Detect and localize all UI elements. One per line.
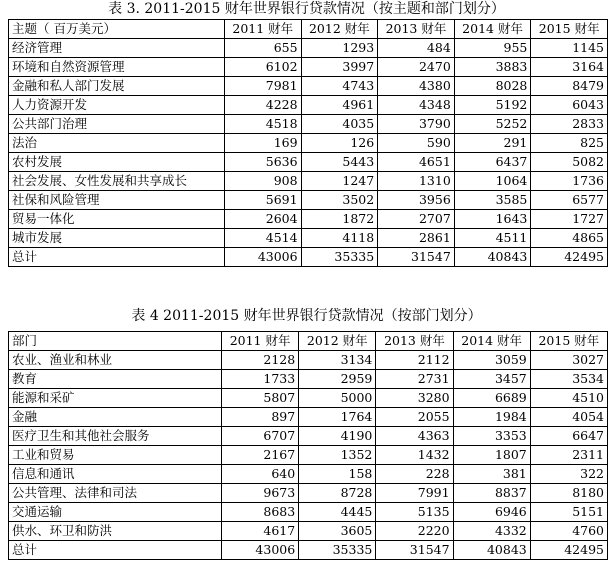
value-cell: 4510: [530, 389, 607, 408]
value-cell: 4363: [376, 427, 453, 446]
value-cell: 4617: [222, 522, 299, 541]
value-cell: 40843: [453, 541, 530, 560]
value-cell: 2167: [222, 446, 299, 465]
value-cell: 2470: [378, 58, 455, 77]
row-label: 农业、渔业和林业: [9, 351, 222, 370]
value-cell: 2707: [378, 210, 455, 229]
row-label: 农村发展: [9, 153, 225, 172]
value-cell: 4518: [225, 115, 302, 134]
column-header-year: 2014 财年: [453, 332, 530, 351]
row-label: 社会发展、女性发展和共享成长: [9, 172, 225, 191]
table-row: [9, 210, 608, 229]
value-cell: 5135: [376, 503, 453, 522]
table-row: [9, 77, 608, 96]
value-cell: 42495: [530, 541, 607, 560]
value-cell: 3502: [301, 191, 378, 210]
row-label: 医疗卫生和其他社会服务: [9, 427, 222, 446]
row-label: 经济管理: [9, 39, 225, 58]
value-cell: 4760: [530, 522, 607, 541]
value-cell: 825: [531, 134, 608, 153]
value-cell: 1064: [454, 172, 531, 191]
value-cell: 6437: [454, 153, 531, 172]
row-label: 信息和通讯: [9, 465, 222, 484]
value-cell: 4961: [301, 96, 378, 115]
value-cell: 5082: [531, 153, 608, 172]
column-header-year: 2012 财年: [301, 20, 378, 39]
value-cell: 5691: [225, 191, 302, 210]
table-row: [9, 96, 608, 115]
value-cell: 3280: [376, 389, 453, 408]
row-label: 贸易一体化: [9, 210, 225, 229]
value-cell: 3605: [299, 522, 376, 541]
table-row: [9, 484, 608, 503]
row-label: 总计: [9, 248, 225, 267]
value-cell: 4190: [299, 427, 376, 446]
value-cell: 3956: [378, 191, 455, 210]
value-cell: 4865: [531, 229, 608, 248]
value-cell: 3164: [531, 58, 608, 77]
value-cell: 4118: [301, 229, 378, 248]
table-row: [9, 191, 608, 210]
value-cell: 158: [299, 465, 376, 484]
value-cell: 1807: [453, 446, 530, 465]
column-header-year: 2015 财年: [530, 332, 607, 351]
value-cell: 8180: [530, 484, 607, 503]
value-cell: 4228: [225, 96, 302, 115]
value-cell: 126: [301, 134, 378, 153]
value-cell: 1984: [453, 408, 530, 427]
value-cell: 6647: [530, 427, 607, 446]
table-row: [9, 153, 608, 172]
value-cell: 1727: [531, 210, 608, 229]
row-label: 教育: [9, 370, 222, 389]
row-label: 环境和自然资源管理: [9, 58, 225, 77]
value-cell: 2833: [531, 115, 608, 134]
value-cell: 291: [454, 134, 531, 153]
value-cell: 897: [222, 408, 299, 427]
value-cell: 1310: [378, 172, 455, 191]
value-cell: 43006: [225, 248, 302, 267]
table-row: [9, 39, 608, 58]
row-label: 供水、环卫和防洪: [9, 522, 222, 541]
value-cell: 5000: [299, 389, 376, 408]
value-cell: 6043: [531, 96, 608, 115]
value-cell: 3883: [454, 58, 531, 77]
value-cell: 4054: [530, 408, 607, 427]
value-cell: 40843: [454, 248, 531, 267]
value-cell: 31547: [378, 248, 455, 267]
value-cell: 6707: [222, 427, 299, 446]
value-cell: 4035: [301, 115, 378, 134]
table-row: [9, 408, 608, 427]
value-cell: 640: [222, 465, 299, 484]
value-cell: 2861: [378, 229, 455, 248]
value-cell: 1733: [222, 370, 299, 389]
value-cell: 1247: [301, 172, 378, 191]
table-row: [9, 427, 608, 446]
value-cell: 6102: [225, 58, 302, 77]
value-cell: 322: [530, 465, 607, 484]
value-cell: 3134: [299, 351, 376, 370]
value-cell: 6577: [531, 191, 608, 210]
value-cell: 8479: [531, 77, 608, 96]
value-cell: 228: [376, 465, 453, 484]
value-cell: 3790: [378, 115, 455, 134]
value-cell: 3059: [453, 351, 530, 370]
row-label: 金融: [9, 408, 222, 427]
value-cell: 4651: [378, 153, 455, 172]
value-cell: 5443: [301, 153, 378, 172]
value-cell: 1764: [299, 408, 376, 427]
column-header-year: 2014 财年: [454, 20, 531, 39]
value-cell: 3534: [530, 370, 607, 389]
table-row: [9, 58, 608, 77]
row-label: 社保和风险管理: [9, 191, 225, 210]
value-cell: 8683: [222, 503, 299, 522]
value-cell: 2220: [376, 522, 453, 541]
value-cell: 5252: [454, 115, 531, 134]
table-row: [9, 172, 608, 191]
value-cell: 5192: [454, 96, 531, 115]
value-cell: 7991: [376, 484, 453, 503]
row-label: 交通运输: [9, 503, 222, 522]
value-cell: 35335: [299, 541, 376, 560]
value-cell: 6946: [453, 503, 530, 522]
table-row: [9, 503, 608, 522]
header-row: [9, 20, 608, 39]
table-row: [9, 370, 608, 389]
value-cell: 484: [378, 39, 455, 58]
value-cell: 4511: [454, 229, 531, 248]
column-header-year: 2011 财年: [222, 332, 299, 351]
value-cell: 8837: [453, 484, 530, 503]
value-cell: 908: [225, 172, 302, 191]
column-header-year: 2011 财年: [225, 20, 302, 39]
value-cell: 8728: [299, 484, 376, 503]
column-header-label: 主题（ 百万美元）: [9, 20, 225, 39]
value-cell: 5807: [222, 389, 299, 408]
value-cell: 1145: [531, 39, 608, 58]
total-row: [9, 541, 608, 560]
value-cell: 2731: [376, 370, 453, 389]
row-label: 人力资源开发: [9, 96, 225, 115]
value-cell: 4332: [453, 522, 530, 541]
table-row: [9, 465, 608, 484]
value-cell: 3997: [301, 58, 378, 77]
table4: [8, 331, 608, 560]
value-cell: 5151: [530, 503, 607, 522]
value-cell: 4348: [378, 96, 455, 115]
column-header-year: 2013 财年: [376, 332, 453, 351]
value-cell: 35335: [301, 248, 378, 267]
value-cell: 42495: [531, 248, 608, 267]
value-cell: 955: [454, 39, 531, 58]
value-cell: 2604: [225, 210, 302, 229]
table-row: [9, 389, 608, 408]
column-header-year: 2013 财年: [378, 20, 455, 39]
value-cell: 381: [453, 465, 530, 484]
value-cell: 4380: [378, 77, 455, 96]
value-cell: 4743: [301, 77, 378, 96]
value-cell: 3027: [530, 351, 607, 370]
row-label: 总计: [9, 541, 222, 560]
row-label: 金融和私人部门发展: [9, 77, 225, 96]
row-label: 公共管理、法律和司法: [9, 484, 222, 503]
value-cell: 6689: [453, 389, 530, 408]
value-cell: 2112: [376, 351, 453, 370]
value-cell: 2055: [376, 408, 453, 427]
column-header-year: 2012 财年: [299, 332, 376, 351]
table3-caption: 表 3. 2011-2015 财年世界银行贷款情况（按主题和部门划分）: [108, 1, 505, 17]
value-cell: 3585: [454, 191, 531, 210]
row-label: 工业和贸易: [9, 446, 222, 465]
value-cell: 169: [225, 134, 302, 153]
value-cell: 1872: [301, 210, 378, 229]
table3: [8, 19, 608, 267]
table-row: [9, 229, 608, 248]
value-cell: 31547: [376, 541, 453, 560]
value-cell: 655: [225, 39, 302, 58]
value-cell: 8028: [454, 77, 531, 96]
value-cell: 1352: [299, 446, 376, 465]
total-row: [9, 248, 608, 267]
table-row: [9, 134, 608, 153]
column-header-year: 2015 财年: [531, 20, 608, 39]
row-label: 公共部门治理: [9, 115, 225, 134]
table-row: [9, 351, 608, 370]
row-label: 能源和采矿: [9, 389, 222, 408]
value-cell: 4445: [299, 503, 376, 522]
table4-caption: 表 4 2011-2015 财年世界银行贷款情况（按部门划分）: [131, 308, 482, 324]
table-row: [9, 446, 608, 465]
table-row: [9, 522, 608, 541]
header-row: [9, 332, 608, 351]
table-row: [9, 115, 608, 134]
value-cell: 5636: [225, 153, 302, 172]
row-label: 城市发展: [9, 229, 225, 248]
row-label: 法治: [9, 134, 225, 153]
value-cell: 1736: [531, 172, 608, 191]
value-cell: 7981: [225, 77, 302, 96]
value-cell: 1293: [301, 39, 378, 58]
value-cell: 1643: [454, 210, 531, 229]
value-cell: 590: [378, 134, 455, 153]
value-cell: 9673: [222, 484, 299, 503]
value-cell: 3457: [453, 370, 530, 389]
column-header-label: 部门: [9, 332, 222, 351]
value-cell: 2959: [299, 370, 376, 389]
value-cell: 2311: [530, 446, 607, 465]
value-cell: 2128: [222, 351, 299, 370]
value-cell: 1432: [376, 446, 453, 465]
value-cell: 4514: [225, 229, 302, 248]
value-cell: 3353: [453, 427, 530, 446]
value-cell: 43006: [222, 541, 299, 560]
